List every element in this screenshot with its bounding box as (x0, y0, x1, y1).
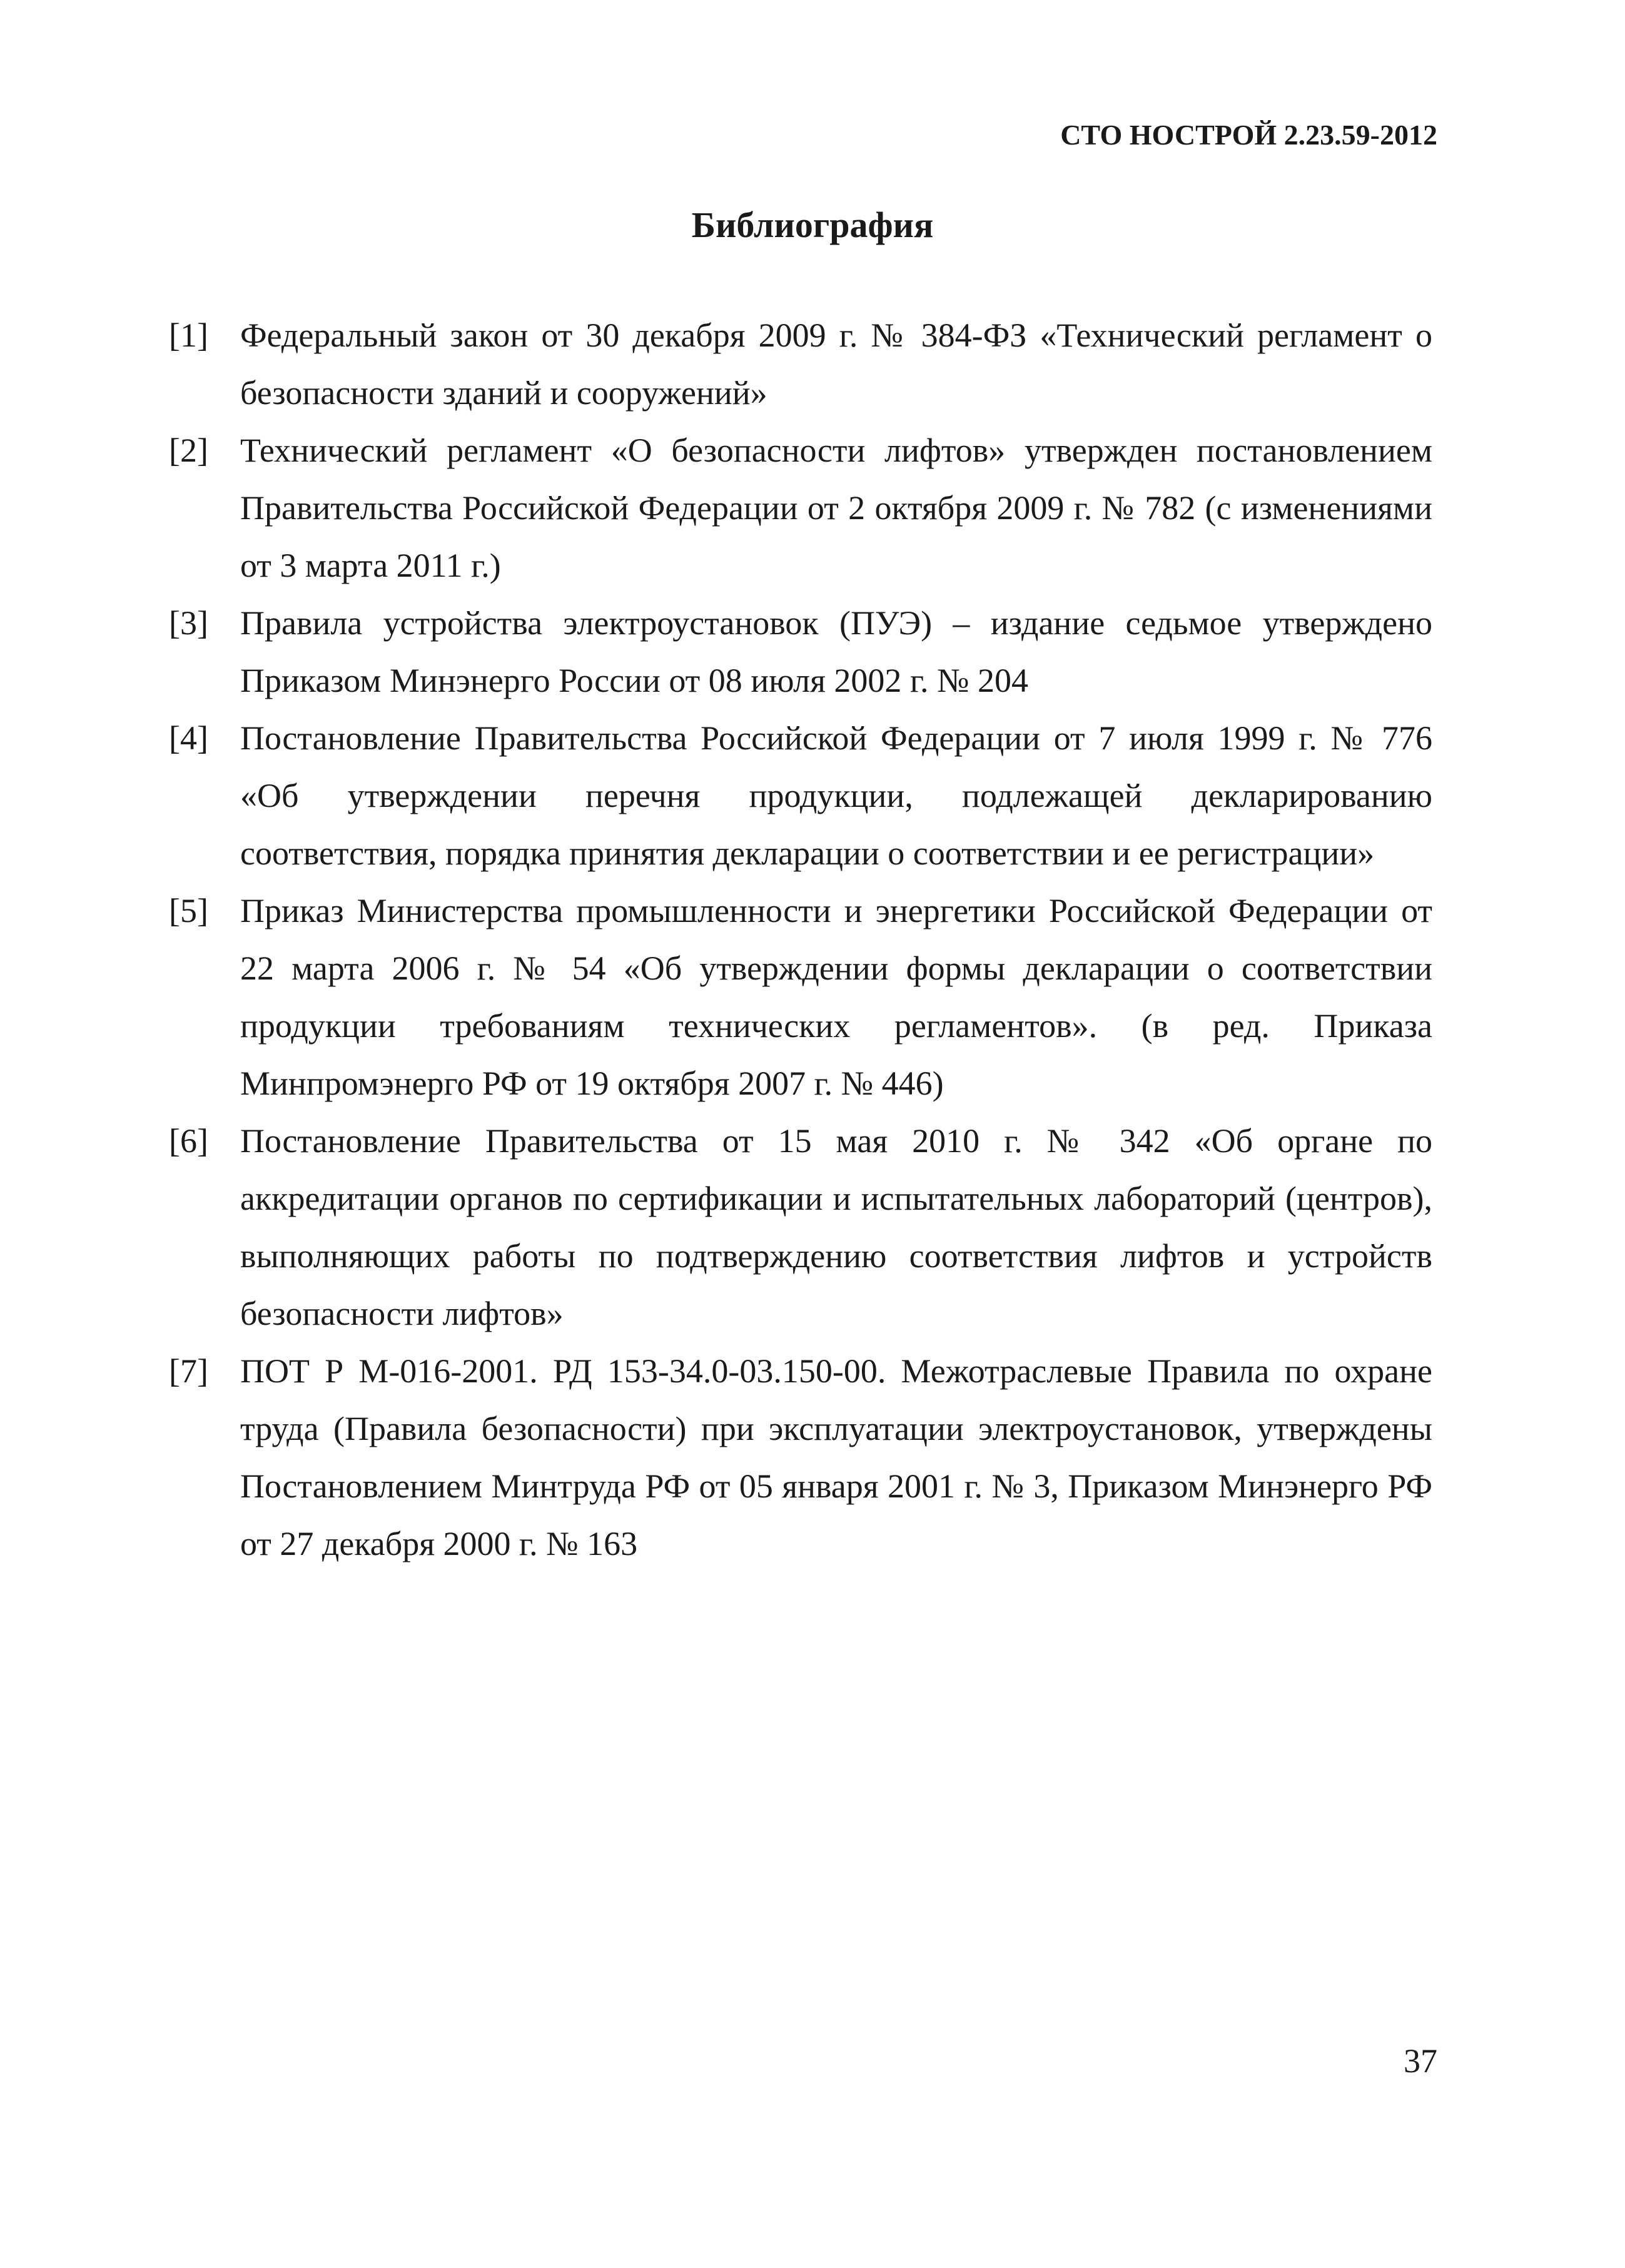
entry-text: Постановление Правительства Российской Федерации от 7 июля 1999 г. № 776 «Об утверждении перечня продукции, подлежащей декларированию соответствия, порядка принятия декларации о соответствии и ее регистрации» (240, 719, 1432, 872)
bibliography-entry (169, 594, 1432, 709)
entry-number: [3] (169, 604, 208, 642)
bibliography-entry (169, 1342, 1432, 1572)
entry-text: Приказ Министерства промышленности и энергетики Российской Федерации от 22 марта 2006 г. № 54 «Об утверждении формы декларации о соответствии продукции требованиям технических регламентов». (в ред. Приказа Минпромэнерго РФ от 19 октября 2007 г. № 446) (240, 892, 1432, 1102)
entry-text: Правила устройства электроустановок (ПУЭ) – издание седьмое утверждено Приказом Минэнерго России от 08 июля 2002 г. № 204 (240, 604, 1432, 699)
page-number: 37 (1404, 2042, 1437, 2080)
entry-number: [5] (169, 892, 208, 929)
entry-text: ПОТ Р М-016-2001. РД 153-34.0-03.150-00. Межотраслевые Правила по охране труда (Правила безопасности) при эксплуатации электроустановок, утверждены Постановлением Минтруда РФ от 05 января 2001 г. № 3, Приказом Минэнерго РФ от 27 декабря 2000 г. № 163 (240, 1352, 1432, 1562)
bibliography-entry (169, 306, 1432, 422)
bibliography-entry (169, 1112, 1432, 1342)
entry-number: [2] (169, 432, 208, 469)
entry-number: [7] (169, 1352, 208, 1390)
entry-number: [4] (169, 719, 208, 757)
bibliography-list (169, 306, 1432, 1572)
document-code: СТО НОСТРОЙ 2.23.59-2012 (1060, 119, 1437, 151)
bibliography-entry (169, 422, 1432, 594)
entry-text: Технический регламент «О безопасности лифтов» утвержден постановлением Правительства Российской Федерации от 2 октября 2009 г. № 782 (с изменениями от 3 марта 2011 г.) (240, 432, 1432, 584)
entry-text: Постановление Правительства от 15 мая 2010 г. № 342 «Об органе по аккредитации органов по сертификации и испытательных лабораторий (центров), выполняющих работы по подтверждению соответствия лифтов и устройств безопасности лифтов» (240, 1122, 1432, 1332)
bibliography-entry (169, 709, 1432, 882)
bibliography-entry (169, 882, 1432, 1112)
page-title: Библиография (691, 205, 934, 245)
entry-text: Федеральный закон от 30 декабря 2009 г. № 384-ФЗ «Технический регламент о безопасности зданий и сооружений» (240, 316, 1432, 412)
entry-number: [1] (169, 316, 208, 354)
entry-number: [6] (169, 1122, 208, 1160)
